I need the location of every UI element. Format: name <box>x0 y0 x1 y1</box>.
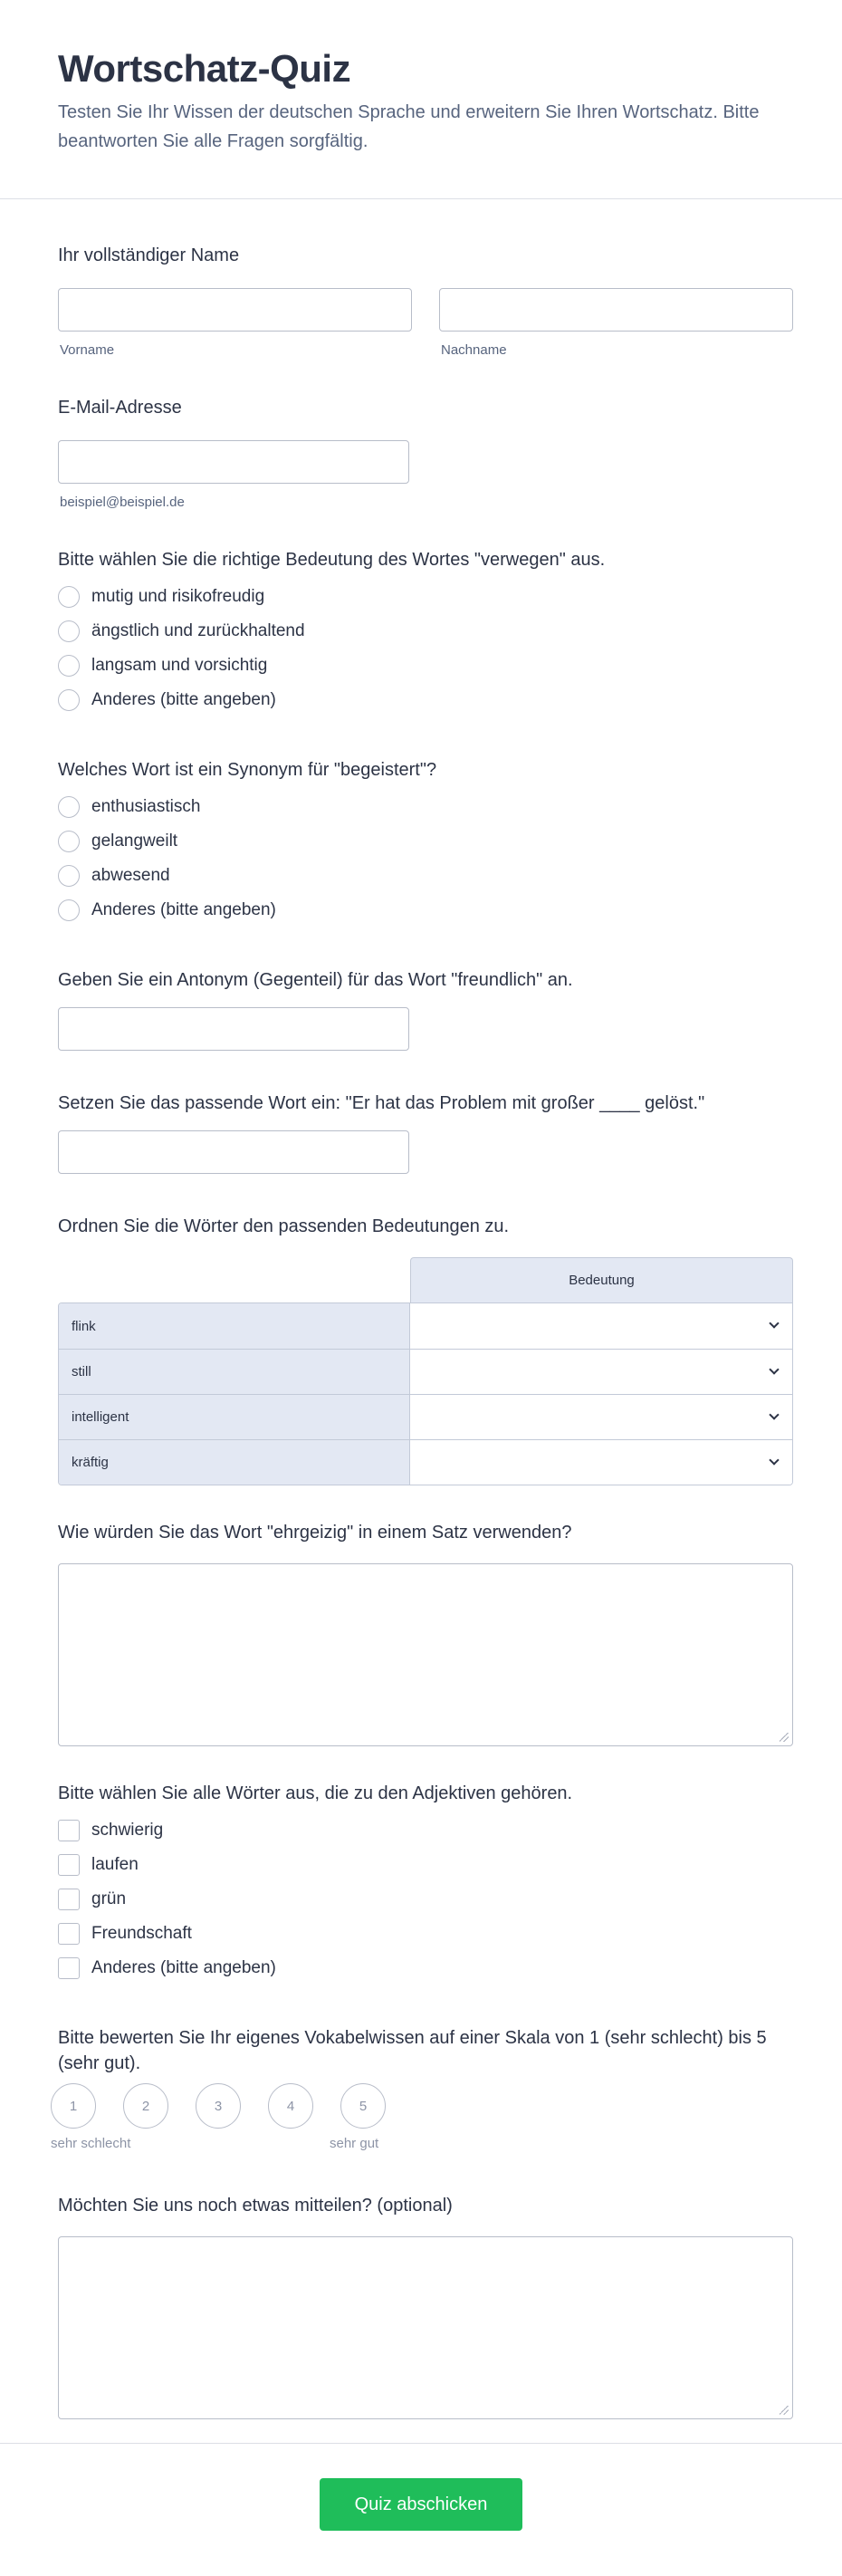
first-name-sublabel: Vorname <box>60 342 115 358</box>
radio-option[interactable] <box>58 649 793 683</box>
checkbox[interactable] <box>58 1820 80 1841</box>
question-rating <box>58 2025 793 2076</box>
fill-in-input[interactable] <box>58 1130 409 1174</box>
question-full-name <box>58 243 793 358</box>
submit-button[interactable]: Quiz abschicken <box>320 2478 522 2531</box>
matrix-row <box>59 1349 792 1394</box>
chevron-down-icon <box>769 1409 779 1419</box>
resize-handle-icon[interactable] <box>780 1733 789 1742</box>
matrix-row-label: flink <box>59 1303 410 1349</box>
question-label: Wie würden Sie das Wort "ehrgeizig" in einem Satz verwenden? <box>58 1523 572 1543</box>
first-name-input[interactable] <box>58 288 412 332</box>
radio-option-label: Anderes (bitte angeben) <box>91 900 276 919</box>
question-label: Geben Sie ein Antonym (Gegenteil) für das Wort "freundlich" an. <box>58 970 573 990</box>
form-footer <box>0 2443 842 2576</box>
question-matrix <box>58 1214 793 1485</box>
checkbox[interactable] <box>58 1957 80 1979</box>
radio-option[interactable] <box>58 580 793 614</box>
matrix-row <box>59 1394 792 1439</box>
question-fill-in <box>58 1091 793 1174</box>
matrix-dropdown[interactable] <box>410 1440 792 1485</box>
antonym-input[interactable] <box>58 1007 409 1051</box>
matrix-row-label: kräftig <box>59 1440 410 1485</box>
checkbox-option-label: Anderes (bitte angeben) <box>91 1958 276 1977</box>
form-title: Wortschatz-Quiz <box>58 47 351 90</box>
form-description: Testen Sie Ihr Wissen der deutschen Sprache und erweitern Sie Ihren Wortschatz. Bitte beantworten Sie alle Fragen sorgfältig. <box>58 102 760 151</box>
checkbox-option[interactable] <box>58 1882 793 1917</box>
radio-option-label: Anderes (bitte angeben) <box>91 690 276 709</box>
form-header <box>0 0 842 199</box>
radio-button[interactable] <box>58 865 80 887</box>
radio-option-label: enthusiastisch <box>91 797 201 816</box>
question-comments <box>58 2193 793 2419</box>
radio-button[interactable] <box>58 620 80 642</box>
question-label: Bitte wählen Sie die richtige Bedeutung des Wortes "verwegen" aus. <box>58 550 606 570</box>
rating-scale <box>51 2083 413 2154</box>
question-adjectives <box>58 1781 793 1985</box>
chevron-down-icon <box>769 1455 779 1465</box>
matrix-row-label: intelligent <box>59 1395 410 1439</box>
rating-option-4[interactable]: 4 <box>268 2083 313 2129</box>
question-sentence <box>58 1520 793 1746</box>
rating-option-1[interactable]: 1 <box>51 2083 96 2129</box>
radio-option[interactable] <box>58 824 793 859</box>
radio-button[interactable] <box>58 655 80 677</box>
question-label: Welches Wort ist ein Synonym für "begeistert"? <box>58 760 437 780</box>
matrix-row-label: still <box>59 1350 410 1394</box>
radio-button[interactable] <box>58 899 80 921</box>
question-antonym <box>58 967 793 1051</box>
matrix-row <box>59 1303 792 1349</box>
radio-button[interactable] <box>58 586 80 608</box>
question-label: Bitte wählen Sie alle Wörter aus, die zu den Adjektiven gehören. <box>58 1783 573 1803</box>
sentence-textarea[interactable] <box>58 1563 793 1746</box>
chevron-down-icon <box>769 1364 779 1374</box>
checkbox[interactable] <box>58 1889 80 1910</box>
question-label: Möchten Sie uns noch etwas mitteilen? (optional) <box>58 2196 453 2216</box>
checkbox-option-label: grün <box>91 1889 127 1908</box>
question-synonym <box>58 757 793 928</box>
radio-option[interactable] <box>58 683 793 717</box>
matrix-dropdown[interactable] <box>410 1303 792 1349</box>
rating-option-5[interactable]: 5 <box>340 2083 386 2129</box>
matrix-column-header: Bedeutung <box>410 1257 793 1302</box>
checkbox-option[interactable] <box>58 1951 793 1985</box>
radio-option-label: gelangweilt <box>91 831 178 851</box>
rating-option-2[interactable]: 2 <box>123 2083 168 2129</box>
radio-option[interactable] <box>58 893 793 928</box>
matrix-table <box>58 1257 793 1485</box>
radio-option-label: langsam und vorsichtig <box>91 656 268 675</box>
checkbox-option-label: Freundschaft <box>91 1924 192 1943</box>
radio-option-label: mutig und risikofreudig <box>91 587 265 606</box>
comments-textarea[interactable] <box>58 2236 793 2419</box>
rating-option-3[interactable]: 3 <box>196 2083 241 2129</box>
radio-button[interactable] <box>58 689 80 711</box>
matrix-row <box>59 1439 792 1485</box>
chevron-down-icon <box>769 1318 779 1328</box>
question-label: E-Mail-Adresse <box>58 398 182 418</box>
checkbox[interactable] <box>58 1854 80 1876</box>
resize-handle-icon[interactable] <box>780 2406 789 2415</box>
rating-low-label: sehr schlecht <box>51 2136 131 2151</box>
checkbox-option[interactable] <box>58 1917 793 1951</box>
radio-option[interactable] <box>58 859 793 893</box>
question-meaning <box>58 547 793 717</box>
radio-button[interactable] <box>58 796 80 818</box>
checkbox-option-label: schwierig <box>91 1821 164 1840</box>
radio-option[interactable] <box>58 614 793 649</box>
email-input[interactable] <box>58 440 409 484</box>
radio-button[interactable] <box>58 831 80 852</box>
checkbox-option[interactable] <box>58 1813 793 1848</box>
question-label: Ordnen Sie die Wörter den passenden Bedeutungen zu. <box>58 1216 510 1236</box>
rating-high-label: sehr gut <box>330 2136 379 2151</box>
radio-option-label: abwesend <box>91 866 170 885</box>
question-email <box>58 395 793 510</box>
checkbox[interactable] <box>58 1923 80 1945</box>
checkbox-option[interactable] <box>58 1848 793 1882</box>
question-label: Setzen Sie das passende Wort ein: "Er hat das Problem mit großer ____ gelöst." <box>58 1093 705 1113</box>
checkbox-option-label: laufen <box>91 1855 139 1874</box>
radio-option[interactable] <box>58 790 793 824</box>
question-label: Bitte bewerten Sie Ihr eigenes Vokabelwissen auf einer Skala von 1 (sehr schlecht) bis 5 (sehr gut). <box>58 2028 767 2073</box>
matrix-dropdown[interactable] <box>410 1350 792 1394</box>
radio-option-label: ängstlich und zurückhaltend <box>91 621 305 640</box>
matrix-dropdown[interactable] <box>410 1395 792 1439</box>
last-name-input[interactable] <box>439 288 793 332</box>
email-sublabel: beispiel@beispiel.de <box>60 495 185 510</box>
last-name-sublabel: Nachname <box>441 342 507 358</box>
question-label: Ihr vollständiger Name <box>58 245 240 265</box>
